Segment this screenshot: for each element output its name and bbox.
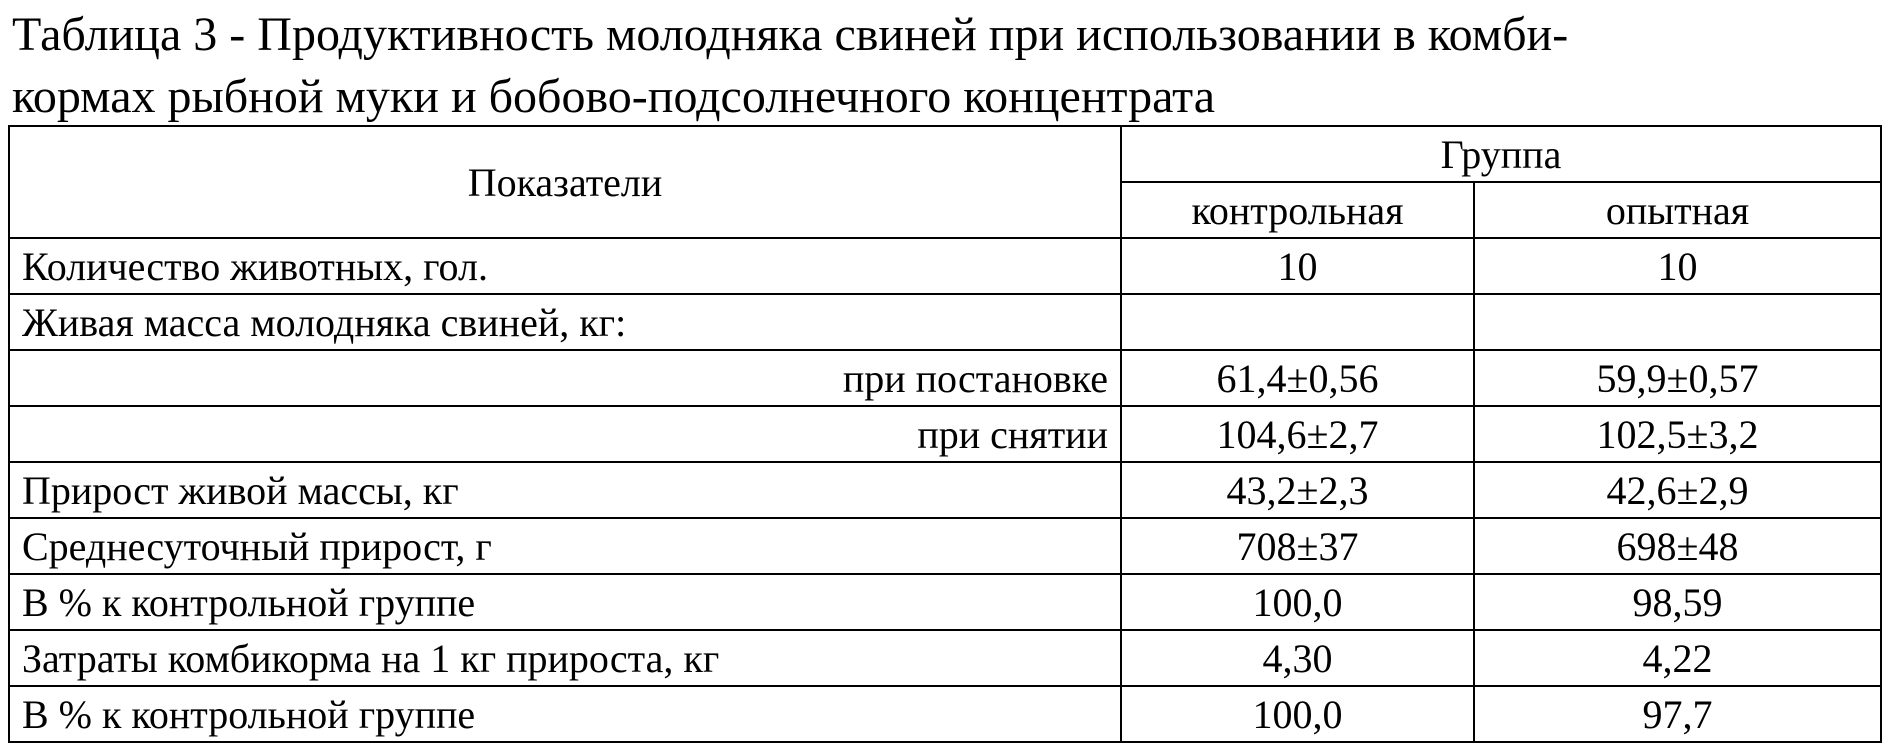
table-row bbox=[9, 294, 1881, 350]
row-label: В % к контрольной группе bbox=[9, 686, 1121, 742]
productivity-table bbox=[8, 125, 1882, 743]
cell-control: 100,0 bbox=[1121, 574, 1474, 630]
row-label: Среднесуточный прирост, г bbox=[9, 518, 1121, 574]
header-row-group bbox=[9, 126, 1881, 182]
cell-control: 43,2±2,3 bbox=[1121, 462, 1474, 518]
table-row bbox=[9, 350, 1881, 406]
cell-experimental: 97,7 bbox=[1474, 686, 1881, 742]
cell-experimental: 698±48 bbox=[1474, 518, 1881, 574]
cell-experimental: 98,59 bbox=[1474, 574, 1881, 630]
cell-control: 708±37 bbox=[1121, 518, 1474, 574]
table-row bbox=[9, 462, 1881, 518]
cell-experimental bbox=[1474, 294, 1881, 350]
cell-experimental: 102,5±3,2 bbox=[1474, 406, 1881, 462]
header-control: контрольная bbox=[1121, 182, 1474, 238]
cell-experimental: 59,9±0,57 bbox=[1474, 350, 1881, 406]
table-row bbox=[9, 686, 1881, 742]
cell-control: 61,4±0,56 bbox=[1121, 350, 1474, 406]
header-experimental: опытная bbox=[1474, 182, 1881, 238]
row-label: Количество животных, гол. bbox=[9, 238, 1121, 294]
table-row bbox=[9, 574, 1881, 630]
cell-control: 4,30 bbox=[1121, 630, 1474, 686]
header-group: Группа bbox=[1121, 126, 1881, 182]
cell-experimental: 10 bbox=[1474, 238, 1881, 294]
row-label: при снятии bbox=[9, 406, 1121, 462]
row-label: Прирост живой массы, кг bbox=[9, 462, 1121, 518]
table-caption: Таблица 3 - Продуктивность молодняка свиней при использовании в комби- кормах рыбной муки и бобово-подсолнечного концентрата bbox=[12, 8, 1569, 123]
table-row bbox=[9, 518, 1881, 574]
header-indicator: Показатели bbox=[9, 126, 1121, 238]
cell-control bbox=[1121, 294, 1474, 350]
table-row bbox=[9, 630, 1881, 686]
cell-control: 100,0 bbox=[1121, 686, 1474, 742]
row-label: Затраты комбикорма на 1 кг прироста, кг bbox=[9, 630, 1121, 686]
row-label: Живая масса молодняка свиней, кг: bbox=[9, 294, 1121, 350]
cell-experimental: 42,6±2,9 bbox=[1474, 462, 1881, 518]
row-label: В % к контрольной группе bbox=[9, 574, 1121, 630]
table-row bbox=[9, 406, 1881, 462]
row-label: при постановке bbox=[9, 350, 1121, 406]
table-row bbox=[9, 238, 1881, 294]
cell-control: 104,6±2,7 bbox=[1121, 406, 1474, 462]
cell-experimental: 4,22 bbox=[1474, 630, 1881, 686]
cell-control: 10 bbox=[1121, 238, 1474, 294]
